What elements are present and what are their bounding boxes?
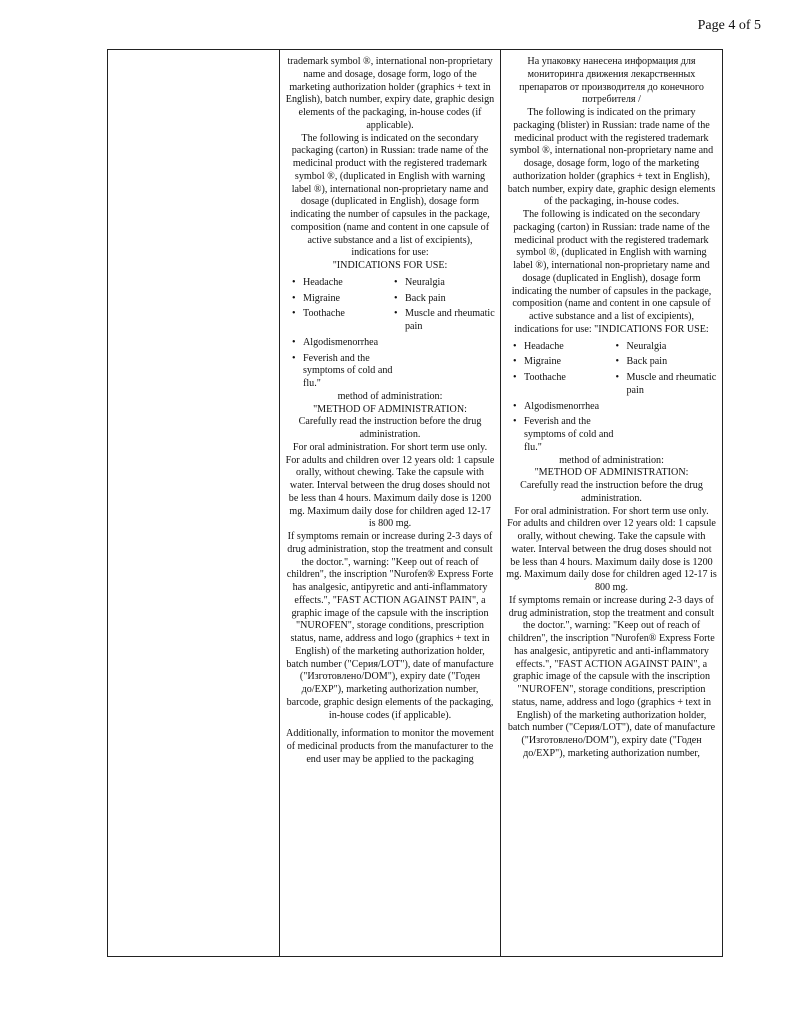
list-item: • Muscle and rheumatic pain [393, 308, 495, 334]
indications-list [291, 277, 495, 334]
list-item: • Muscle and rheumatic pain [615, 372, 718, 398]
paragraph: trademark symbol ®, international non-proprietary name and dosage, dosage form, logo of the marketing authorization holder (graphics + text in English), batch number, expiry date, graphic design elements of the packaging, in-house codes (if applicable). [285, 56, 495, 131]
list-item: • Back pain [393, 293, 495, 306]
paragraph: Carefully read the instruction before the drug administration. [298, 416, 482, 440]
list-item: • Migraine [512, 356, 615, 369]
list-item: • Toothache [512, 372, 615, 398]
paragraph: The following is indicated on the primary packaging (blister) in Russian: trade name of the medicinal product with the registered trademark symbol ®, international non-proprietary name and dosage, dosage form, logo of the marketing authorization holder (graphics + text in English), batch number, expiry date, graphic design elements of the packaging, in-house codes. [507, 107, 716, 208]
paragraph: For oral administration. For short term use only. [292, 441, 488, 453]
list-item: • Headache [291, 277, 393, 290]
paragraph: If symptoms remain or increase during 2-3 days of drug administration, stop the treatment and consult the doctor.", warning: "Keep out of reach of children", the inscription "Nurofen® Express Forte has analgesic, antipyretic and anti-inflammatory effects.", "FAST ACTION AGAINST PAIN", a graphic image of the capsule with the inscription "NUROFEN", storage conditions, prescription status, name, address and logo (graphics + text in English) of the marketing authorization holder, batch number ("Серия/LOT"), date of manufacture ("Изготовлено/DOM"), expiry date ("Годен до/EXP"), marketing authorization number, [507, 594, 716, 759]
paragraph: For adults and children over 12 years old: 1 capsule orally, without chewing. Take the capsule with water. Interval between the drug doses should not be less than 4 hours. Maximum daily dose is 1200 mg. Maximum daily dose for children aged 12-17 is 800 mg. [506, 518, 717, 593]
paragraph: На упаковку нанесена информация для мониторинга движения лекарственных препаратов от производителя до конечного потребителя / [519, 56, 704, 106]
paragraph: If symptoms remain or increase during 2-3 days of drug administration, stop the treatment and consult the doctor.", warning: "Keep out of reach of children", the inscription "Nurofen® Express Forte has analgesic, antipyretic and anti-inflammatory effects.", "FAST ACTION AGAINST PAIN", a graphic image of the capsule with the inscription "NUROFEN", storage conditions, prescription status, name, address and logo (graphics + text in English) of the marketing authorization holder, batch number ("Серия/LOT"), date of manufacture ("Изготовлено/DOM"), expiry date ("Годен до/EXP"), marketing authorization number, barcode, graphic design elements of the packaging, in-house codes (if applicable). [286, 531, 494, 721]
indications-list-extra [291, 337, 495, 391]
table-row [108, 50, 723, 957]
list-item: • Neuralgia [615, 341, 718, 354]
list-item: • Algodismenorrhea [512, 401, 717, 414]
list-item: • Feverish and the symptoms of cold and flu." [512, 416, 616, 454]
paragraph: "METHOD OF ADMINISTRATION: [313, 403, 467, 415]
indications-list [512, 341, 717, 398]
left-empty-cell [108, 50, 280, 957]
list-item: • Neuralgia [393, 277, 495, 290]
list-item: • Algodismenorrhea [291, 337, 495, 350]
paragraph: The following is indicated on the secondary packaging (carton) in Russian: trade name of the medicinal product with the registered trademark symbol ®, (duplicated in English with warning label ®), international non-proprietary name and dosage (duplicated in English), dosage form indicating the number of capsules in the package, composition (name and content in one capsule of active substance and a list of excipients), indications for use: [290, 132, 490, 259]
paragraph: Carefully read the instruction before the drug administration. [520, 480, 703, 504]
paragraph: Additionally, information to monitor the movement of medicinal products from the manufacturer to the end user may be applied to the packaging [286, 728, 494, 765]
paragraph: "METHOD OF ADMINISTRATION: [534, 467, 689, 479]
paragraph: method of administration: [337, 390, 443, 402]
indications-list-extra [512, 401, 717, 455]
list-item: • Toothache [291, 308, 393, 334]
paragraph: For oral administration. For short term use only. [514, 505, 709, 517]
list-item: • Migraine [291, 293, 393, 306]
paragraph: For adults and children over 12 years old: 1 capsule orally, without chewing. Take the capsule with water. Interval between the drug doses should not be less than 4 hours. Maximum daily dose is 1200 mg. Maximum daily dose for children aged 12-17 is 800 mg. [285, 454, 495, 530]
right-text-cell [501, 50, 723, 957]
list-item: • Feverish and the symptoms of cold and flu." [291, 353, 395, 391]
left-text-cell [280, 50, 501, 957]
paragraph: "INDICATIONS FOR USE: [332, 260, 448, 271]
paragraph: method of administration: [559, 454, 664, 466]
list-item: • Back pain [615, 356, 718, 369]
page-number: Page 4 of 5 [697, 18, 761, 33]
paragraph: The following is indicated on the secondary packaging (carton) in Russian: trade name of the medicinal product with the registered trademark symbol ®, (duplicated in English with warning label ®), international non-proprietary name and dosage (duplicated in English), dosage form indicating the number of capsules in the package, composition (name and content in one capsule of active substance and a list of excipients), indications for use: "INDICATIONS FOR USE: [511, 209, 712, 335]
document-table [107, 49, 723, 957]
list-item: • Headache [512, 341, 615, 354]
